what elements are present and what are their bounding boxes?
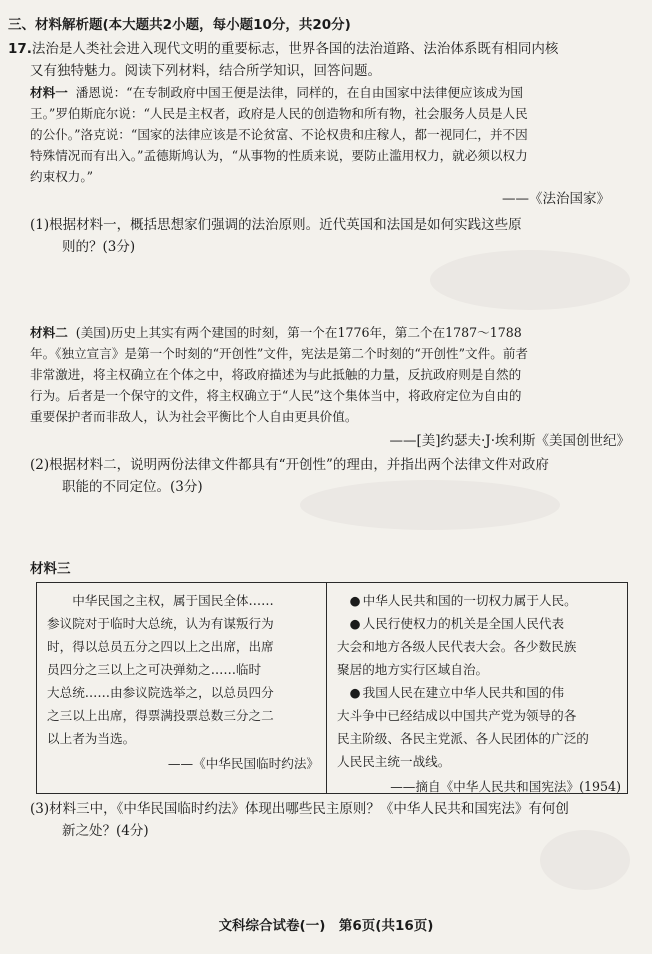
- table-line: 聚居的地方实行区域自治。: [337, 662, 489, 677]
- material-2: [30, 322, 640, 427]
- material-2-label: 材料二: [30, 325, 68, 340]
- sub-question-1: [30, 214, 640, 258]
- table-line: ● 我国人民在建立中华人民共和国的伟: [337, 681, 621, 704]
- table-line: ● 人民行使权力的机关是全国人民代表: [337, 612, 621, 635]
- material-2-source: ——[美]约瑟夫·J·埃利斯《美国创世纪》: [389, 433, 630, 449]
- table-line: 人民民主统一战线。: [337, 754, 451, 769]
- table-cell-left: [47, 589, 319, 775]
- material-line: 潘恩说：“在专制政府中国王便是法律，同样的，在自由国家中法律便应该成为国: [75, 85, 524, 100]
- table-line: ● 中华人民共和国的一切权力属于人民。: [337, 589, 621, 612]
- table-line: 员四分之三以上之可决弹劾之……临时: [47, 662, 262, 677]
- material-1-label: 材料一: [30, 85, 68, 100]
- material-line: 非常激进，将主权确立在个体之中，将政府描述为与此抵触的力量，反抗政府则是自然的: [30, 367, 522, 382]
- material-line: 行为。后者是一个保守的文件，将主权确立于“人民”这个集体当中，将政府定位为自由的: [30, 388, 522, 403]
- page-footer: 文科综合试卷(一) 第6页(共16页): [218, 918, 434, 934]
- question-17-stem: [8, 38, 648, 82]
- table-line: 大会和地方各级人民代表大会。各少数民族: [337, 639, 577, 654]
- material-1: [30, 82, 640, 187]
- table-line: 中华民国之主权，属于国民全体……: [72, 593, 274, 608]
- table-source-left: ——《中华民国临时约法》: [167, 756, 319, 771]
- material-line: 王。”罗伯斯庇尔说：“人民是主权者，政府是人民的创造物和所有物，社会服务人员是人民: [30, 106, 528, 121]
- section-heading: 三、材料解析题(本大题共2小题，每小题10分，共20分): [8, 17, 351, 33]
- material-line: (美国)历史上其实有两个建国的时刻，第一个在1776年，第二个在1787～1788: [75, 325, 522, 340]
- material-3-table: [36, 582, 628, 794]
- question-line: 职能的不同定位。(3分): [62, 479, 203, 495]
- question-line: (3)材料三中，《中华民国临时约法》体现出哪些民主原则？《中华人民共和国宪法》有何创: [30, 801, 569, 817]
- question-line: 新之处？(4分): [62, 823, 149, 839]
- question-number: 17.: [8, 41, 32, 57]
- stem-line: 又有独特魅力。阅读下列材料，结合所学知识，回答问题。: [30, 63, 381, 79]
- table-line: 大斗争中已经结成以中国共产党为领导的各: [337, 708, 577, 723]
- sub-question-2: [30, 454, 640, 498]
- material-line: 重要保护者而非敌人，认为社会平衡比个人自由更具价值。: [30, 409, 358, 424]
- table-source-right: ——摘自《中华人民共和国宪法》(1954): [390, 779, 621, 794]
- table-line: 民主阶级、各民主党派、各人民团体的广泛的: [337, 731, 589, 746]
- table-line: 参议院对于临时大总统，认为有谋叛行为: [47, 616, 274, 631]
- table-line: 之三以上出席，得票满投票总数三分之二: [47, 708, 274, 723]
- material-1-source: ——《法治国家》: [502, 191, 610, 207]
- sub-question-3: [30, 798, 645, 842]
- question-line: (1)根据材料一，概括思想家们强调的法治原则。近代英国和法国是如何实践这些原: [30, 217, 522, 233]
- material-3-label: 材料三: [30, 561, 71, 577]
- stem-line: 法治是人类社会进入现代文明的重要标志，世界各国的法治道路、法治体系既有相同内核: [31, 41, 559, 57]
- question-line: (2)根据材料二，说明两份法律文件都具有“开创性”的理由，并指出两个法律文件对政府: [30, 457, 549, 473]
- material-line: 的公仆。”洛克说：“国家的法律应该是不论贫富、不论权贵和庄稼人，都一视同仁，并不因: [30, 127, 528, 142]
- table-line: 大总统……由参议院选举之，以总员四分: [47, 685, 274, 700]
- table-line: 时，得以总员五分之四以上之出席，出席: [47, 639, 274, 654]
- table-line: 以上者为当选。: [47, 731, 136, 746]
- table-divider: [326, 583, 327, 793]
- table-cell-right: [337, 589, 621, 798]
- material-line: 年。《独立宣言》是第一个时刻的“开创性”文件，宪法是第二个时刻的“开创性”文件。前者: [30, 346, 529, 361]
- material-line: 约束权力。”: [30, 169, 94, 184]
- bleed-through-stain: [430, 250, 630, 310]
- question-line: 则的？(3分): [62, 239, 136, 255]
- material-line: 特殊情况而有出入。”孟德斯鸠认为，“从事物的性质来说，要防止滥用权力，就必须以权力: [30, 148, 528, 163]
